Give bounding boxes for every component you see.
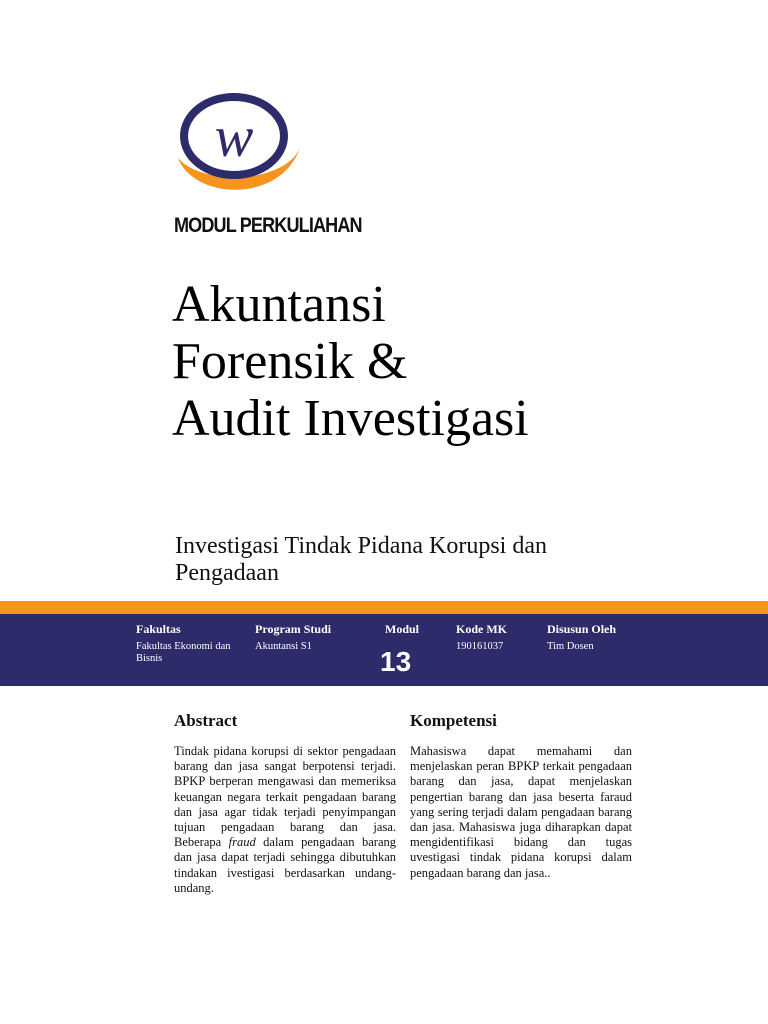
orange-divider (0, 601, 768, 614)
title-line-3: Audit Investigasi (172, 390, 529, 447)
fakultas-label: Fakultas (136, 622, 181, 636)
modul-label: Modul (385, 622, 420, 636)
abstract-text-italic: fraud (228, 835, 256, 850)
module-label: MODUL PERKULIAHAN (174, 214, 362, 237)
kode-mk-label: Kode MK (456, 622, 507, 636)
disusun-oleh-value: Tim Dosen (547, 641, 594, 652)
program-studi-value: Akuntansi S1 (255, 641, 312, 652)
title-line-2: Forensik & (172, 333, 408, 390)
university-logo (172, 92, 304, 204)
svg-text:w: w (214, 104, 254, 169)
course-info-band (0, 614, 768, 686)
abstract-text-part-1: Tindak pidana korupsi di sektor pengadaan barang dan jasa sangat berpotensi terjadi. BPKP berperan mengawasi dan memeriksa keuangan negara terkait pengadaan barang dan jasa agar tidak terjadi penyimpangan tujuan pengadaan barang dan jasa. Beberapa (174, 744, 396, 850)
kompetensi-heading: Kompetensi (410, 711, 497, 730)
title-line-1: Akuntansi (172, 276, 386, 333)
w-logo-icon (172, 92, 304, 204)
kode-mk-value: 190161037 (456, 641, 504, 652)
disusun-oleh-label: Disusun Oleh (547, 622, 617, 636)
kompetensi-text: Mahasiswa dapat memahami dan menjelaskan peran BPKP terkait pengadaan barang dan jasa, dapat menjelaskan pengertian barang dan jasa beserta faraud yang sering terjadi dalam pengadaan barang dan jasa. Mahasiswa juga diharapkan dapat mengidentifikasi bidang dan tugas uvestigasi tindak pidana korupsi dalam pengadaan barang dan jasa.. (410, 744, 632, 880)
abstract-text (174, 744, 396, 896)
subtitle: Investigasi Tindak Pidana Korupsi dan Pengadaan (175, 533, 547, 586)
abstract-text-part-2: dalam pengadaan barang dan jasa dapat terjadi sehingga dibutuhkan tindakan ivestigasi berdasarkan undang-undang. (174, 835, 396, 895)
page-title (172, 276, 529, 447)
program-studi-label: Program Studi (255, 622, 332, 636)
fakultas-value: Fakultas Ekonomi dan Bisnis (136, 641, 231, 664)
modul-number: 13 (380, 646, 412, 677)
abstract-heading: Abstract (174, 711, 238, 730)
